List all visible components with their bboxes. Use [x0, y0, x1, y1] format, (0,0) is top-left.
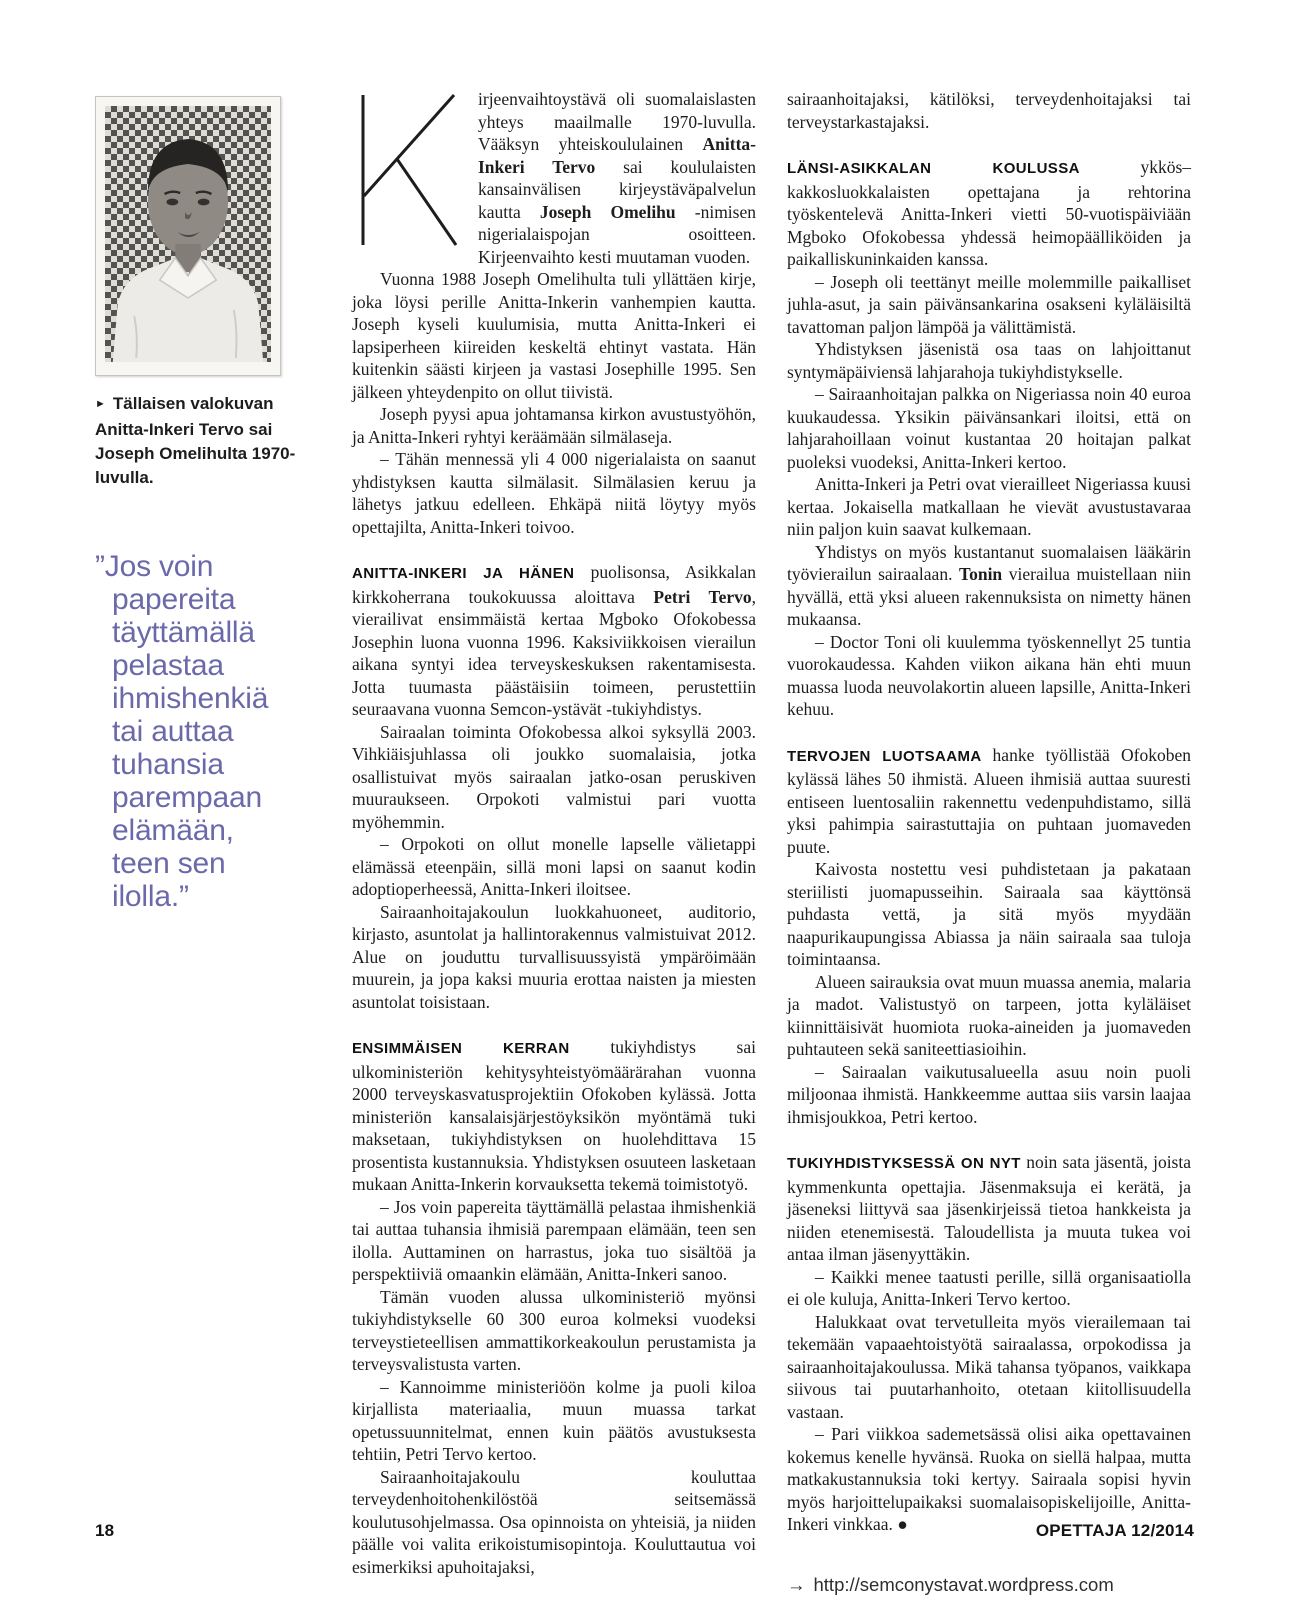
drop-cap: [356, 94, 460, 246]
photo-caption-text: Tällaisen valokuvan Anitta-Inkeri Tervo sai Joseph Omelihulta 1970-luvulla.: [95, 394, 296, 487]
paragraph: [352, 901, 756, 1014]
link-arrow-icon: →: [787, 1573, 806, 1595]
paragraph: [352, 1376, 756, 1466]
caption-arrow-icon: ►: [95, 398, 106, 410]
text-run: – Tähän mennessä yli 4 000 nigerialaista on saanut yhdistyksen kautta silmälasit. Silmälasien keruu ja lähetys jatkuu edelleen. Ehkäpä niitä löytyy myös opettajilta, Anitta-Inkeri toivoo.: [352, 449, 756, 537]
pull-quote-line: täyttämällä: [112, 616, 255, 649]
paragraph: [787, 473, 1191, 541]
section-paragraph: [787, 156, 1191, 271]
pull-quote-line: ilolla.”: [112, 880, 189, 913]
section-paragraph: [787, 744, 1191, 859]
paragraph: [352, 833, 756, 901]
text-run: – Doctor Toni oli kuulemma työskennellyt 25 tuntia vuorokaudessa. Kahden viikon aikana hän ehti muun muassa luoda neuvolakortin alueen lapsille, Anitta-Inkeri kehuu.: [787, 631, 1191, 719]
text-run: – Joseph oli teettänyt meille molemmille paikalliset juhla-asut, ja sain päivänsankarina osakseni kyläläisiltä tavattoman paljon lämpöä ja välittämistä.: [787, 271, 1191, 337]
column-right: [787, 88, 1191, 1596]
left-rail: [95, 96, 335, 913]
paragraph: [352, 1196, 756, 1286]
text-run: Anitta-Inkeri ja Petri ovat vierailleet Nigeriassa kuusi kertaa. Jokaisella matkallaan he vievät avustustavaraa niin paljon kuin saavat kulkemaan.: [787, 474, 1191, 539]
link-row: [787, 1574, 1191, 1597]
paragraph: [787, 88, 1191, 133]
text-run: Yhdistys on myös kustantanut suomalaisen lääkärin työvierailun sairaalaan.: [787, 541, 1191, 584]
paragraph: [787, 271, 1191, 339]
paragraph: [352, 403, 756, 448]
paragraph: [352, 721, 756, 834]
text-run: Vuonna 1988 Joseph Omelihulta tuli yllättäen kirje, joka löysi perille Anitta-Inkerin vanhempien kautta. Joseph kyseli kuulumisia, mutta Anitta-Inkeri ei lapsiperheen kiireiden keskeltä ehtinyt vastata. Hän kuitenkin säästi kirjeen ja vastasi Josephille 1995. Sen jälkeen yhteydenpito on ollut tiivistä.: [352, 269, 756, 402]
pull-quote-line: parempaan: [112, 781, 262, 814]
pull-quote-line: pelastaa: [112, 649, 224, 682]
text-run: ykkös–kakkosluokkalaisten opettajana ja rehtorina työskentelevä Anitta-Inkeri vietti 50-vuotispäiviään Mgboko Ofokobessa yhdessä heimopäälliköiden ja paikalliskuninkaiden kanssa.: [787, 157, 1191, 269]
text-run: – Pari viikkoa sademetsässä olisi aika opettavainen kokemus kenelle hyvänsä. Ruoka on siellä halpaa, mutta matkakustannuksia toki kertyy. Sairaala sopisi hyvin myös harjoittelupaikaksi suomalaisopiskelijoille, Anitta-Inkeri vinkkaa. ●: [787, 1424, 1191, 1534]
section-paragraph: [787, 1151, 1191, 1266]
text-run: sairaanhoitajaksi, kätilöksi, terveydenhoitajaksi tai terveystarkastajaksi.: [787, 89, 1191, 132]
text-run: -nimisen nigerialaispojan osoitteen. Kirjeenvaihto kesti muutaman vuoden.: [478, 201, 756, 267]
text-run: Kaivosta nostettu vesi puhdistetaan ja pakataan steriilisti juomapusseihin. Sairaala saa käyttönsä puhdasta vettä, ja sitä myös myydään naapurikaupungissa Abiassa ja näin sairaala saa tuloja toimintaansa.: [787, 859, 1191, 969]
boy-portrait-illustration: [105, 106, 271, 362]
section-lead: LÄNSI-ASIKKALAN KOULUSSA: [787, 160, 1141, 177]
paragraph: [787, 541, 1191, 631]
text-run: noin sata jäsentä, joista kymmenkunta opettajia. Jäsenmaksuja ei kerätä, ja jäseneksi liittyvä saa jäsenkirjeissä tietoa hankkeista ja niiden etenemisestä. Taloudellista ja muuta tukea voi antaa ilman jäsenyyttäkin.: [787, 1152, 1191, 1264]
text-run: , vierailivat ensimmäistä kertaa Mgboko Ofokobessa Josephin luona vuonna 1996. Kaksiviikkoisen vierailun aikana syntyi idea terveyskeskuksen rakentamisesta. Jotta tuumasta päästäisiin toimeen, perustettiin seuraavana vuonna Semcon-ystävät -tukiyhdistys.: [352, 586, 756, 719]
pull-quote: [95, 550, 335, 913]
paragraph: [787, 383, 1191, 473]
boy-portrait-photo: [105, 106, 271, 362]
text-run: Sairaanhoitajakoulu kouluttaa terveydenhoitohenkilöstöä seitsemässä koulutusohjelmassa. Osa opinnoista on yhteisiä, ja niiden päälle voi valita erikoistumisopintoja. Kouluttautua voi esimerkiksi apuhoitajaksi,: [352, 1466, 756, 1577]
text-run: tukiyhdistys sai ulkoministeriön kehitysyhteistyömäärärahan vuonna 2000 terveyskasvatusprojektiin Ofokoben kylässä. Jotta ministeriön kansalaisjärjestöyksikön myöntämä tuki maksetaan, tukiyhdistyksen on huolehdittava 15 prosentista kustannuksia. Yhdistyksen osuuteen lasketaan mukaan Anitta-Inkerin korvauksetta tekemä toimistotyö.: [352, 1037, 756, 1194]
paragraph: [787, 338, 1191, 383]
section-lead: TERVOJEN LUOTSAAMA: [787, 747, 993, 765]
association-link[interactable]: http://semconystavat.wordpress.com: [813, 1573, 1114, 1595]
magazine-issue-label: OPETTAJA 12/2014: [1035, 1521, 1194, 1540]
text-run: vierailua muistellaan niin hyvällä, että yksi alueen rakennuksista on nimetty hänen mukaansa.: [787, 564, 1191, 629]
text-run: – Orpokoti on ollut monelle lapselle välietappi elämässä eteenpäin, sillä moni lapsi on saanut kodin adoptioperheessä, Anitta-Inkeri iloitsee.: [352, 834, 756, 899]
text-run: irjeenvaihtoystävä oli suomalaislasten yhteys maailmalle 1970-luvulla. Vääksyn yhteiskoululainen: [478, 89, 756, 154]
drop-cap-k-glyph: [356, 94, 460, 246]
paragraph: [787, 631, 1191, 721]
column-middle-paragraphs: [352, 88, 756, 1578]
text-run: – Kaikki menee taatusti perille, sillä organisaatiolla ei ole kuluja, Anitta-Inkeri Tervo kertoo.: [787, 1266, 1191, 1309]
column-middle: [352, 88, 756, 1578]
page-footer: [95, 1521, 1194, 1541]
text-run: – Sairaanhoitajan palkka on Nigeriassa noin 40 euroa kuukaudessa. Yksikin päivänsankari iloitsi, että on lahjarahoillaan voinut kustantaa 20 hoitajan palkat puoleksi vuodeksi, Anitta-Inkeri kertoo.: [787, 384, 1191, 472]
paragraph: [478, 88, 756, 268]
paragraph: [352, 1286, 756, 1376]
paragraph: [787, 1266, 1191, 1311]
text-run: puolisonsa, Asikkalan kirkkoherrana toukokuussa aloittava: [352, 562, 756, 607]
paragraph: [787, 1423, 1191, 1536]
bold-name: Joseph Omelihu: [539, 201, 676, 222]
paragraph: [787, 1061, 1191, 1129]
bold-name: Petri Tervo: [653, 586, 752, 607]
pull-quote-line: tuhansia: [112, 748, 224, 781]
page-number: 18: [95, 1521, 115, 1540]
paragraph: [787, 1311, 1191, 1424]
bold-name: Tonin: [959, 564, 1003, 584]
paragraph: [787, 971, 1191, 1061]
text-run: hanke työllistää Ofokoben kylässä lähes 50 ihmistä. Alueen ihmisiä auttaa suuresti entiseen luentosaliin rakennettu vedenpuhdistamo, sillä yksi pahimpia sairastuttajia on puhtaan juomaveden puute.: [787, 744, 1191, 857]
text-run: Alueen sairauksia ovat muun muassa anemia, malaria ja madot. Valistustyö on tarpeen, jotta kyläläiset kiinnittäisivät huomiota ruoka-aineiden ja juomaveden puhtauteen sekä saniteettiasioihin.: [787, 971, 1191, 1059]
section-lead: ENSIMMÄISEN KERRAN: [352, 1040, 611, 1057]
text-run: Joseph pyysi apua johtamansa kirkon avustustyöhön, ja Anitta-Inkeri ryhtyi keräämään silmälaseja.: [352, 404, 756, 447]
photo-caption: [95, 392, 303, 490]
pull-quote-line: elämään,: [112, 814, 234, 847]
text-run: sai koululaisten kansainvälisen kirjeystäväpalvelun kautta: [478, 156, 756, 222]
paragraph: [352, 448, 756, 538]
text-run: – Sairaalan vaikutusalueella asuu noin puoli miljoonaa ihmistä. Hankkeemme auttaa siis varsin laajaa ihmisjoukkoa, Petri kertoo.: [787, 1061, 1191, 1127]
column-right-paragraphs: [787, 88, 1191, 1536]
bold-name: Anitta-Inkeri Tervo: [478, 134, 756, 177]
text-run: Yhdistyksen jäsenistä osa taas on lahjoittanut syntymäpäiviensä lahjarahoja tukiyhdistykselle.: [787, 339, 1191, 382]
pull-quote-line: ”Jos voin: [95, 550, 214, 583]
section-lead: ANITTA-INKERI JA HÄNEN: [352, 565, 591, 582]
section-lead: TUKIYHDISTYKSESSÄ ON NYT: [787, 1155, 1027, 1172]
text-run: Tämän vuoden alussa ulkoministeriö myönsi tukiyhdistykselle 60 300 euroa kolmeksi vuodeksi terveystieteellisen ammattikorkeakoulun perustamista ja terveysvalistusta varten.: [352, 1286, 756, 1374]
paragraph: [787, 858, 1191, 971]
text-run: Halukkaat ovat tervetulleita myös vierailemaan tai tekemään vapaaehtoistyötä sairaalassa, orpokodissa ja sairaanhoitajakoulussa. Mikä tahansa työpanos, vaikkapa siivous tai puutarhanhoito, otetaan kiitollisuudella vastaan.: [787, 1311, 1191, 1422]
pull-quote-line: tai auttaa: [112, 715, 234, 748]
text-run: Sairaalan toiminta Ofokobessa alkoi syksyllä 2003. Vihkiäisjuhlassa oli joukko suomalaisia, jotka osallistuivat myös sairaalan jatko-osan peruskiven muuraukseen. Orpokoti valmistui pari vuotta myöhemmin.: [352, 721, 756, 832]
text-run: – Kannoimme ministeriöön kolme ja puoli kiloa kirjallista materiaalia, muun muassa tarkat opetussuunnitelmat, ennen kuin päätös avustuksesta tehtiin, Petri Tervo kertoo.: [352, 1376, 756, 1464]
section-paragraph: [352, 1036, 756, 1196]
pull-quote-line: papereita: [112, 583, 236, 616]
pull-quote-line: ihmishenkiä: [112, 682, 269, 715]
text-run: Sairaanhoitajakoulun luokkahuoneet, auditorio, kirjasto, asuntolat ja hallintorakennus valmistuivat 2012. Alue on jouduttu turvallisuussyistä ympäröimään muurein, ja jopa kaksi muuria erottaa naisten ja miesten asuntolat toisistaan.: [352, 901, 756, 1012]
section-paragraph: [352, 561, 756, 721]
paragraph: [352, 268, 756, 403]
pull-quote-line: teen sen: [112, 847, 226, 880]
photo: [95, 96, 281, 376]
text-run: – Jos voin papereita täyttämällä pelastaa ihmishenkiä tai auttaa tuhansia ihmisiä parempaan elämään, teen sen ilolla. Auttaminen on harrastus, joka tuo sisältöä ja perspektiiviä omaankin elämään, Anitta-Inkeri sanoo.: [352, 1196, 756, 1284]
